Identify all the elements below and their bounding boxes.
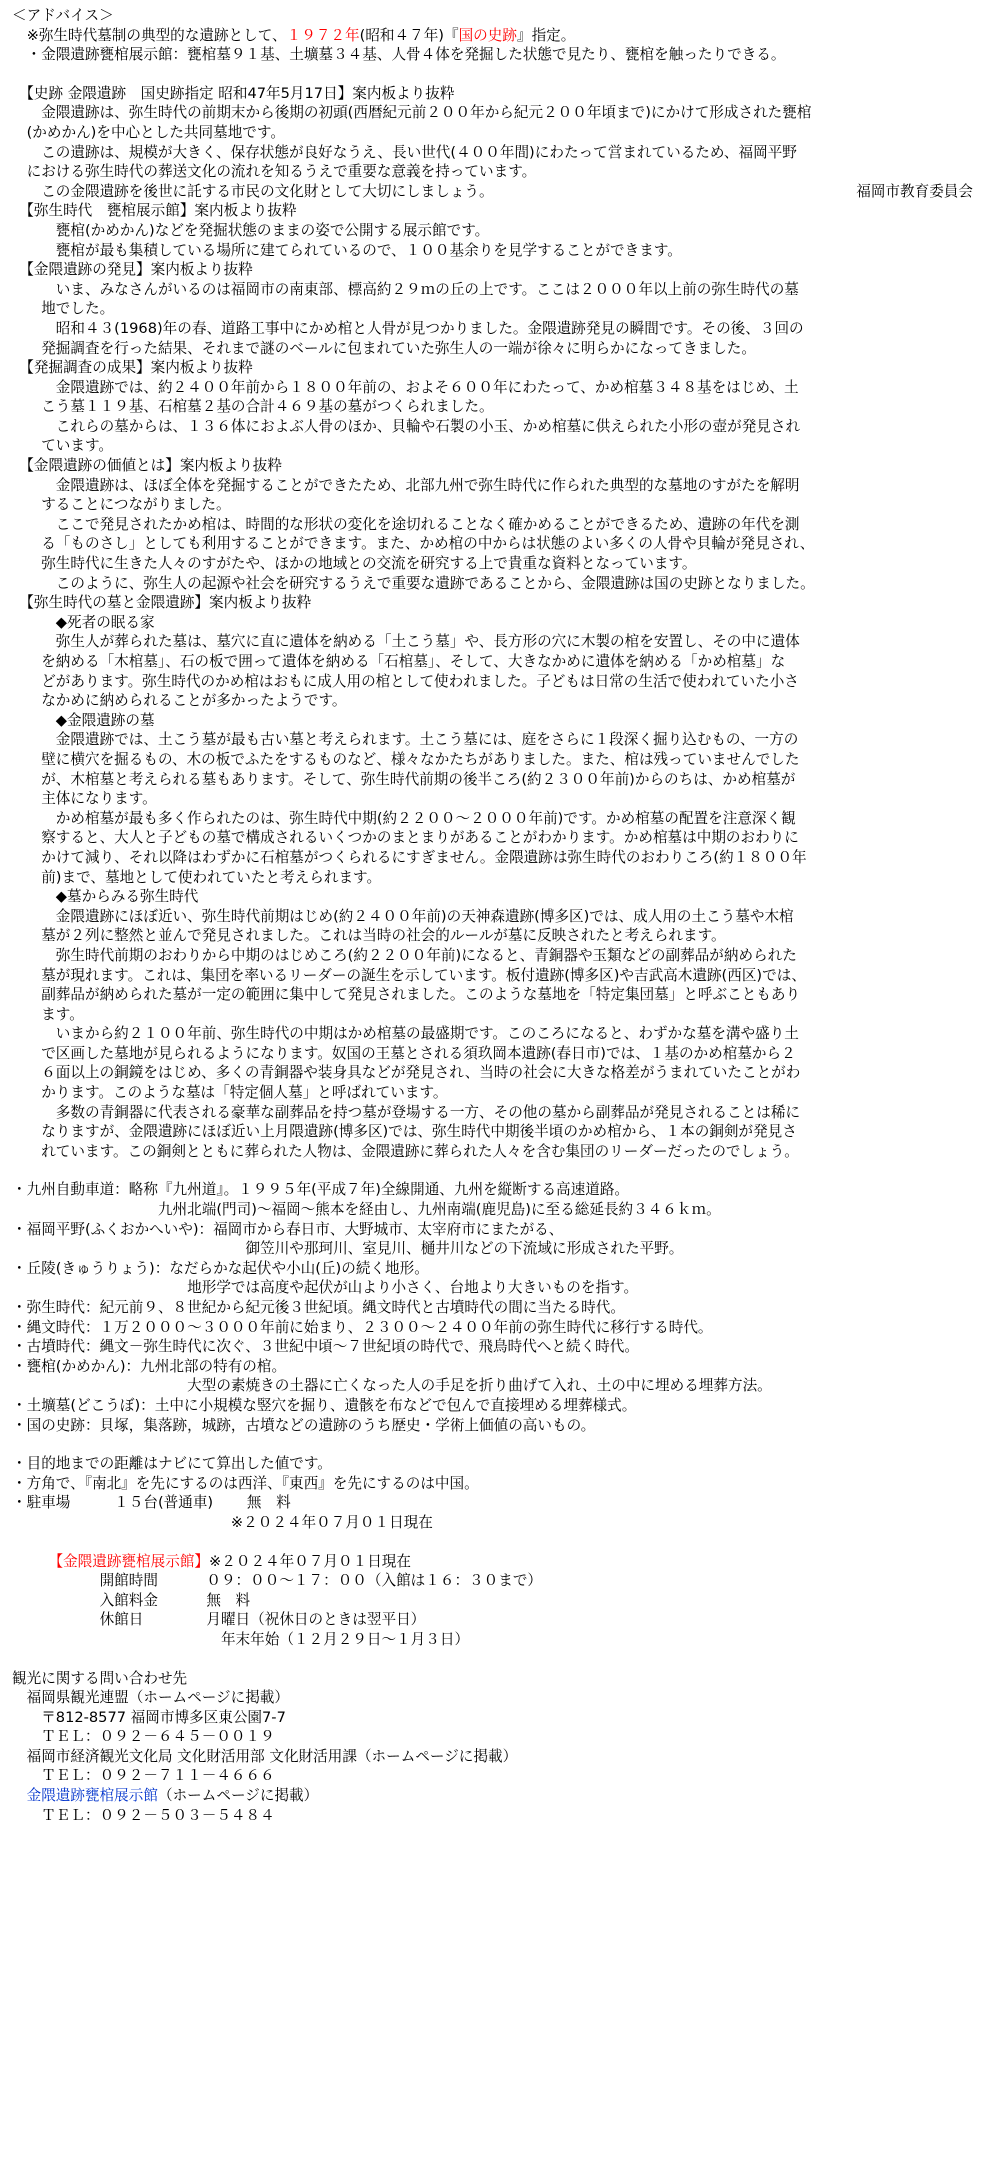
paragraph-line: 昭和４３(1968)年の春、道路工事中にかめ棺と人骨が見つかりました。金隈遺跡発見の瞬間です。その後、３回の: [12, 319, 804, 337]
contact-org: 福岡県観光連盟（ホームページに掲載）: [12, 1689, 289, 1707]
contact-org: [12, 1786, 987, 1806]
paragraph-line: このように、弥生人の起源や社会を研究するうえで重要な遺跡であることから、金隈遺跡は国の史跡となりました。: [12, 574, 815, 592]
glossary-item: ・国の史跡：貝塚，集落跡，城跡，古墳などの遺跡のうち歴史・学術上価値の高いもの。: [12, 1416, 596, 1434]
advice-text: 』指定。: [516, 26, 576, 44]
paragraph-line: 発掘調査を行った結果、それまで謎のベールに包まれていた弥生人の一端が徐々に明らかになってきました。: [12, 339, 756, 357]
paragraph-line: (かめかん)を中心とした共同墓地です。: [12, 123, 285, 141]
contact-tel: ＴＥＬ：０９２－６４５－００１９: [12, 1728, 275, 1746]
paragraph-line: が、木棺墓と考えられる墓もあります。そして、弥生時代前期の後半ころ(約２３００年前)からのちは、かめ棺墓が: [12, 770, 796, 788]
paragraph-line: かります。このような墓は「特定個人墓」と呼ばれています。: [12, 1084, 448, 1102]
paragraph-line: 地でした。: [12, 300, 115, 318]
paragraph-line: 甕棺(かめかん)などを発掘状態のままの姿で公開する展示館です。: [12, 221, 490, 239]
designation-name: 国の史跡: [458, 26, 517, 44]
section-title: 【史跡 金隈遺跡 国史跡指定 昭和47年5月17日】案内板より抜粋: [12, 84, 455, 102]
advice-text: (昭和４７年)『: [359, 26, 459, 44]
paragraph-line: で区画した墓地が見られるようになります。奴国の王墓とされる須玖岡本遺跡(春日市)では、１基のかめ棺墓から２: [12, 1044, 796, 1062]
spacer: [12, 1650, 987, 1669]
paragraph-line: 察すると、大人と子どもの墓で構成されるいくつかのまとまりがあることがわかります。かめ棺墓は中期のおわりに: [12, 829, 799, 847]
paragraph-line: 墓が現れます。これは、集団を率いるリーダーの誕生を示しています。板付遺跡(博多区)や吉武高木遺跡(西区)では、: [12, 966, 806, 984]
note-item: ・方角で、『南北』を先にするのは西洋、『東西』を先にするのは中国。: [12, 1474, 479, 1492]
paragraph-line: この遺跡は、規模が大きく、保存状態が良好なうえ、長い世代(４００年間)にわたって営まれているため、福岡平野: [12, 143, 797, 161]
paragraph-line: れています。この銅剣とともに葬られた人物は、金隈遺跡に葬られた人々を含む集団のリーダーだったのでしょう。: [12, 1142, 799, 1160]
paragraph-line: 弥生時代前期のおわりから中期のはじめころ(約２２００年前)になると、青銅器や玉類などの副葬品が納められた: [12, 946, 797, 964]
closed-days: 休館日 月曜日（祝休日のときは翌平日）: [12, 1611, 426, 1629]
contact-title: 観光に関する問い合わせ先: [12, 1669, 188, 1687]
section-title: 【発掘調査の成果】案内板より抜粋: [12, 359, 253, 377]
contact-tel: ＴＥＬ：０９２－５０３－５４８４: [12, 1806, 275, 1824]
paragraph-line: これらの墓からは、１３６体におよぶ人骨のほか、貝輪や石製の小玉、かめ棺墓に供えられた小形の壺が発見され: [12, 417, 801, 435]
paragraph-line: いま、みなさんがいるのは福岡市の南東部、標高約２９ｍの丘の上です。ここは２０００年以上前の弥生時代の墓: [12, 280, 799, 298]
spacer: [12, 1435, 987, 1454]
section-title: 【金隈遺跡の価値とは】案内板より抜粋: [12, 457, 282, 475]
paragraph-line: 主体になります。: [12, 790, 157, 808]
museum-name: 【金隈遺跡甕棺展示館】: [55, 1552, 210, 1570]
parking-info: ・駐車場 １５台(普通車) 無 料: [12, 1494, 291, 1512]
paragraph-line: 前)まで、墓地として使われていたと考えられます。: [12, 868, 382, 886]
subsection-heading: ◆金隈遺跡の墓: [12, 711, 155, 729]
opening-hours: 開館時間 ０９：００～１７：００（入館は１６：３０まで）: [12, 1572, 543, 1590]
section-title: 【弥生時代 甕棺展示館】案内板より抜粋: [12, 202, 297, 220]
glossary-item-cont: 御笠川や那珂川、室見川、樋井川などの下流域に形成された平野。: [12, 1240, 684, 1258]
paragraph-line: 金隈遺跡にほぼ近い、弥生時代前期はじめ(約２４００年前)の天神森遺跡(博多区)では、成人用の土こう墓や木棺: [12, 907, 794, 925]
paragraph-line: ています。: [12, 437, 113, 455]
paragraph-line: いまから約２１００年前、弥生時代の中期はかめ棺墓の最盛期です。このころになると、わずかな墓を溝や盛り土: [12, 1025, 799, 1043]
paragraph-line: なりますが、金隈遺跡にほぼ近い上月隈遺跡(博多区)では、弥生時代中期後半頃のかめ棺から、１本の銅剣が発見さ: [12, 1123, 797, 1141]
advice-header: ＜アドバイス＞: [12, 7, 114, 24]
glossary-item-cont: 地形学では高度や起伏が山より小さく、台地より大きいものを指す。: [12, 1279, 639, 1297]
contact-org-note: （ホームページに掲載）: [157, 1787, 319, 1805]
paragraph-line: を納める「木棺墓」、石の板で囲って遺体を納める「石棺墓」、そして、大きなかめに遺体を納める「かめ棺墓」な: [12, 653, 786, 670]
advice-line: ・金隈遺跡甕棺展示館：甕棺墓９１基、土壙墓３４基、人骨４体を発掘した状態で見たり、甕棺を触ったりできる。: [12, 46, 786, 64]
parking-date: ※２０２４年０７月０１日現在: [12, 1513, 433, 1531]
paragraph-line: 金隈遺跡は、弥生時代の前期末から後期の初頭(西暦紀元前２００年から紀元２００年頃まで)にかけて形成された甕棺: [12, 104, 812, 122]
glossary-item: ・弥生時代：紀元前９、８世紀から紀元後３世紀頃。縄文時代と古墳時代の間に当たる時代。: [12, 1299, 625, 1316]
section-title: 【金隈遺跡の発見】案内板より抜粋: [12, 261, 253, 279]
subsection-heading: ◆死者の眠る家: [12, 613, 155, 631]
signature: 福岡市教育委員会: [856, 182, 973, 200]
admission-fee: 入館料金 無 料: [12, 1591, 251, 1609]
contact-tel: ＴＥＬ：０９２－７１１－４６６６: [12, 1767, 275, 1785]
paragraph-line: 壁に横穴を掘るもの、木の板でふたをするものなど、様々なかたちがありました。また、棺は残っていませんでした: [12, 750, 800, 768]
paragraph-line: こう墓１１９基、石棺墓２基の合計４６９基の墓がつくられました。: [12, 398, 494, 416]
glossary-item: ・古墳時代：縄文－弥生時代に次ぐ、３世紀中頃～７世紀頃の時代で、飛鳥時代へと続く時代。: [12, 1338, 639, 1356]
glossary-item-cont: 大型の素焼きの土器に亡くなった人の手足を折り曲げて入れ、土の中に埋める埋葬方法。: [12, 1377, 772, 1395]
paragraph-line: なかめに納められることが多かったようです。: [12, 692, 347, 710]
contact-org: 福岡市経済観光文化局 文化財活用部 文化財活用課（ホームページに掲載）: [12, 1747, 518, 1765]
spacer: [12, 65, 987, 84]
designation-year: １９７２年: [286, 26, 360, 44]
glossary-item: ・縄文時代：１万２０００～３０００年前に始まり、２３００～２４００年前の弥生時代に移行する時代。: [12, 1318, 713, 1336]
paragraph-line: 金隈遺跡は、ほぼ全体を発掘することができたため、北部九州で弥生時代に作られた典型的な墓地のすがたを解明: [12, 476, 800, 494]
paragraph-line: することにつながりました。: [12, 496, 231, 514]
museum-header: [12, 1552, 987, 1572]
paragraph-line: る「ものさし」としても利用することができます。また、かめ棺の中からは状態のよい多くの人骨や貝輪が発見され、: [12, 535, 815, 553]
paragraph-line: における弥生時代の葬送文化の流れを知るうえで重要な意義を持っています。: [12, 163, 537, 181]
paragraph-line: [12, 182, 987, 202]
paragraph-line: 副葬品が納められた墓が一定の範囲に集中して発見されました。このような墓地を「特定集団墓」と呼ぶこともあり: [12, 986, 801, 1004]
paragraph-line: 弥生人が葬られた墓は、墓穴に直に遺体を納める「土こう墓」や、長方形の穴に木製の棺を安置し、その中に遺体: [12, 633, 800, 651]
advice-text: ※弥生時代墓制の典型的な遺跡として、: [12, 26, 287, 44]
paragraph-line: 金隈遺跡では、約２４００年前から１８００年前の、およそ６００年にわたって、かめ棺墓３４８基をはじめ、土: [12, 378, 799, 396]
paragraph-text: この金隈遺跡を後世に託する市民の文化財として大切にしましょう。: [12, 182, 494, 200]
closed-days-cont: 年末年始（１２月２９日～１月３日）: [12, 1630, 470, 1648]
paragraph-line: 金隈遺跡では、土こう墓が最も古い墓と考えられます。土こう墓には、庭をさらに１段深く掘り込むもの、一方の: [12, 731, 799, 749]
glossary-item: ・福岡平野(ふくおかへいや)：福岡市から春日市、大野城市、太宰府市にまたがる、: [12, 1220, 564, 1238]
section-title: 【弥生時代の墓と金隈遺跡】案内板より抜粋: [12, 594, 312, 612]
paragraph-line: 多数の青銅器に代表される豪華な副葬品を持つ墓が登場する一方、その他の墓から副葬品が発見されることは稀に: [12, 1103, 801, 1121]
paragraph-line: 弥生時代に生きた人々のすがたや、ほかの地域との交流を研究する上で貴重な資料となっています。: [12, 555, 697, 573]
spacer: [12, 1533, 987, 1552]
advice-line: [12, 26, 987, 46]
note-item: ・目的地までの距離はナビにて算出した値です。: [12, 1455, 332, 1473]
paragraph-line: ここで発見されたかめ棺は、時間的な形状の変化を途切れることなく確かめることができるため、遺跡の年代を測: [12, 515, 800, 533]
museum-date: ※２０２４年０７月０１日現在: [209, 1552, 411, 1570]
glossary-item: ・土壙墓(どこうぼ)：土中に小規模な竪穴を掘り、遺骸を布などで包んで直接埋める埋葬様式。: [12, 1396, 637, 1414]
glossary-item: ・丘陵(きゅうりょう)：なだらかな起伏や小山(丘)の続く地形。: [12, 1259, 429, 1277]
subsection-heading: ◆墓からみる弥生時代: [12, 888, 199, 906]
glossary-item-cont: 九州北端(門司)～福岡～熊本を経由し、九州南端(鹿児島)に至る総延長約３４６ｋｍ。: [12, 1201, 721, 1219]
glossary-item: ・甕棺(かめかん)：九州北部の特有の棺。: [12, 1357, 287, 1375]
paragraph-line: 墓が２列に整然と並んで発見されました。これは当時の社会的ルールが墓に反映されたと考えられます。: [12, 927, 726, 945]
paragraph-line: ます。: [12, 1005, 84, 1023]
paragraph-line: かけて減り、それ以降はわずかに石棺墓がつくられるにすぎません。金隈遺跡は弥生時代のおわりころ(約１８００年: [12, 848, 807, 866]
paragraph-line: かめ棺墓が最も多く作られたのは、弥生時代中期(約２２００～２０００年前)です。かめ棺墓の配置を注意深く観: [12, 809, 796, 827]
paragraph-line: どがあります。弥生時代のかめ棺はおもに成人用の棺として使われました。子どもは日常の生活で使われていた小さ: [12, 672, 799, 690]
glossary-item: ・九州自動車道：略称『九州道』。１９９５年(平成７年)全線開通、九州を縦断する高速道路。: [12, 1181, 630, 1199]
paragraph-line: 甕棺が最も集積している場所に建てられているので、１００基余りを見学することができます。: [12, 241, 682, 259]
museum-link[interactable]: 金隈遺跡甕棺展示館: [26, 1787, 158, 1805]
paragraph-line: ６面以上の銅鏡をはじめ、多くの青銅器や装身具などが発見され、当時の社会に大きな格差がうまれていたことがわ: [12, 1064, 801, 1082]
contact-address: 〒812-8577 福岡市博多区東公園7-7: [12, 1708, 286, 1726]
spacer: [12, 1161, 987, 1180]
